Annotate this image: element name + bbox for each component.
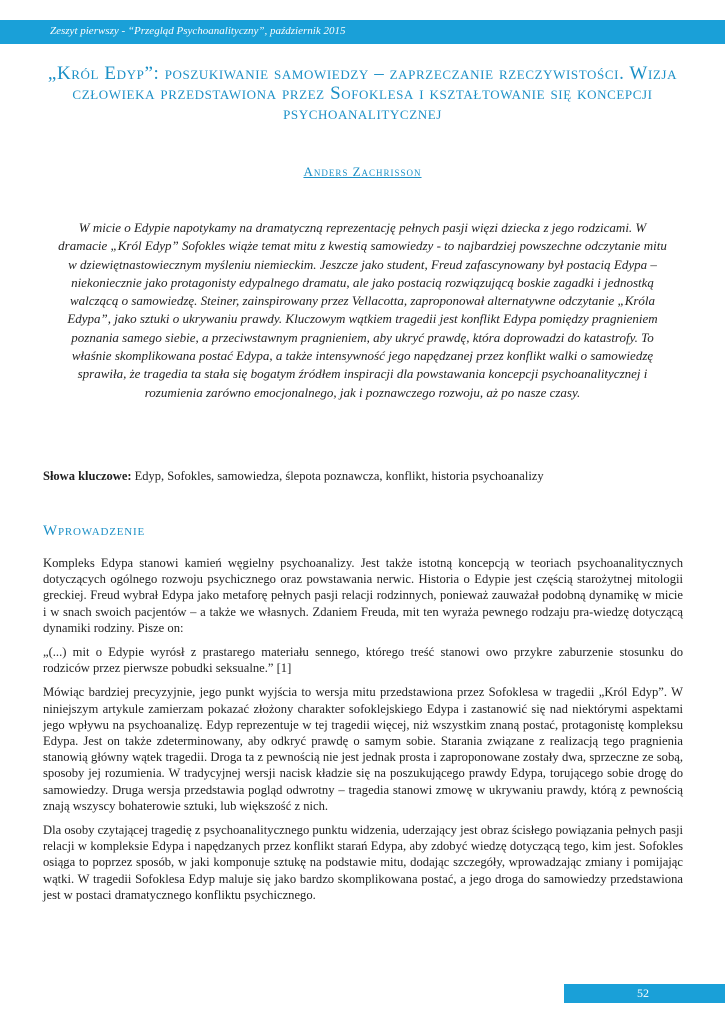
page-number-bar xyxy=(564,984,725,1003)
abstract: W micie o Edypie napotykamy na dramatyczną reprezentację pełnych pasji więzi dziecka z jego rodzicami. W dramacie „Król Edyp” Sofokles wiąże temat mitu z kwestią samowiedzy - to najbardziej powszechne odczytanie mitu w dziewiętnastowiecznym myśleniu niemieckim. Jeszcze jako student, Freud zafascynowany był postacią Edypa – niekoniecznie jako protagonisty edypalnego dramatu, ale jako postacią rozwiązującą boskie zagadki i jednostką walczącą o samowiedzę. Steiner, zainspirowany przez Vellacotta, zaproponował alternatywne odczytanie „Króla Edypa”, jako sztuki o ukrywaniu prawdy. Kluczowym wątkiem tragedii jest konflikt Edypa pomiędzy pragnieniem poznania samego siebie, a przeciwstawnym pragnieniem, aby ukryć prawdę, która doprowadzi do katastrofy. To właśnie skomplikowana postać Edypa, a także intensywność jego napędzanej przez konflikt walki o samowiedzę sprawiła, że tragedia ta stała się bogatym źródłem inspiracji dla powstawania koncepcji psychoanalitycznej i rozumienia zarówno emocjonalnego, jak i poznawczego rozwoju, aż po nasze czasy. xyxy=(58,220,667,400)
paragraph: Dla osoby czytającej tragedię z psychoanalitycznego punktu widzenia, uderzający jest obraz ścisłego powiązania pełnych pasji relacji w kompleksie Edypa i napędzanych przez konflikt starań Edypa, aby zdobyć wiedzę dotyczącą tego, kim jest. Sofokles osiąga to poprzez sposób, w jaki komponuje sztukę na podstawie mitu, dodając szczegóły, wprowadzając zmiany i pomijając wątki. W tragedii Sofoklesa Edyp maluje się jako bardzo skomplikowana postać, a jego droga do samowiedzy przedstawiona jest w postaci dramatycznego konfliktu psychicznego. xyxy=(43,823,683,902)
paragraph: Mówiąc bardziej precyzyjnie, jego punkt wyjścia to wersja mitu przedstawiona przez Sofoklesa w tragedii „Król Edyp”. W niniejszym artykule zamierzam pokazać złożony charakter sofoklejskiego Edypa i zastanowić się nad niektórymi aspektami jego wpływu na psychoanalizę. Edyp reprezentuje w tej tragedii więcej, niż wszystkim znaną postać, protagonistę kompleksu Edypa. Jest on także zdeterminowany, aby odkryć prawdę o samym sobie. Starania związane z realizacją tego pragnienia stanowią główny wątek tragedii. Droga ta z pewnością nie jest jednak prosta i zaproponowane zostały dwa, sprzeczne ze sobą, sposoby jej rozumienia. W tradycyjnej wersji nacisk kładzie się na poszukującego prawdy Edypa, torującego sobie drogę do samowiedzy. Druga wersja przedstawia pogląd odwrotny – tragedia stanowi zmowę w ukrywaniu prawdy, którą z pewnością znają wszyscy bohaterowie sztuki, lub większość z nich. xyxy=(43,685,683,813)
journal-title: Zeszyt pierwszy - “Przegląd Psychoanalityczny”, październik 2015 xyxy=(50,25,346,37)
journal-header-bar xyxy=(0,20,725,44)
paragraph: Kompleks Edypa stanowi kamień węgielny psychoanalizy. Jest także istotną koncepcją w teoriach psychoanalitycznych dotyczących ogólnego rozwoju psychicznego oraz powstawania nerwic. Historia o Edypie jest częścią starożytnej mitologii greckiej. Freud wybrał Edypa jako metaforę pełnych pasji relacji rodzinnych, ponieważ zauważał podobną dynamikę w micie i w snach swoich pacjentów – a także we własnych. Zdaniem Freuda, mit ten wyraża pewnego rodzaju pra-wiedzę dotyczącą dynamiki rodziny. Pisze on: xyxy=(43,556,683,635)
keywords-label: Słowa kluczowe: xyxy=(43,469,132,483)
article-body xyxy=(43,555,683,911)
keywords-list: Edyp, Sofokles, samowiedza, ślepota poznawcza, konflikt, historia psychoanalizy xyxy=(134,469,544,483)
keywords xyxy=(43,469,683,484)
article-author: Anders Zachrisson xyxy=(303,164,422,179)
page-number: 52 xyxy=(637,986,649,1000)
quote-paragraph: „(...) mit o Edypie wyrósł z prastarego materiału sennego, którego treść stanowi owo przykre zaburzenie stosunku do rodziców przez pierwsze pobudki seksualne.” [1] xyxy=(43,645,683,676)
article-title: „Król Edyp”: poszukiwanie samowiedzy – zaprzeczanie rzeczywistości. Wizja człowieka przedstawiona przez Sofoklesa i kształtowanie się koncepcji psychoanalitycznej xyxy=(47,63,678,124)
section-heading: Wprowadzenie xyxy=(43,523,145,539)
